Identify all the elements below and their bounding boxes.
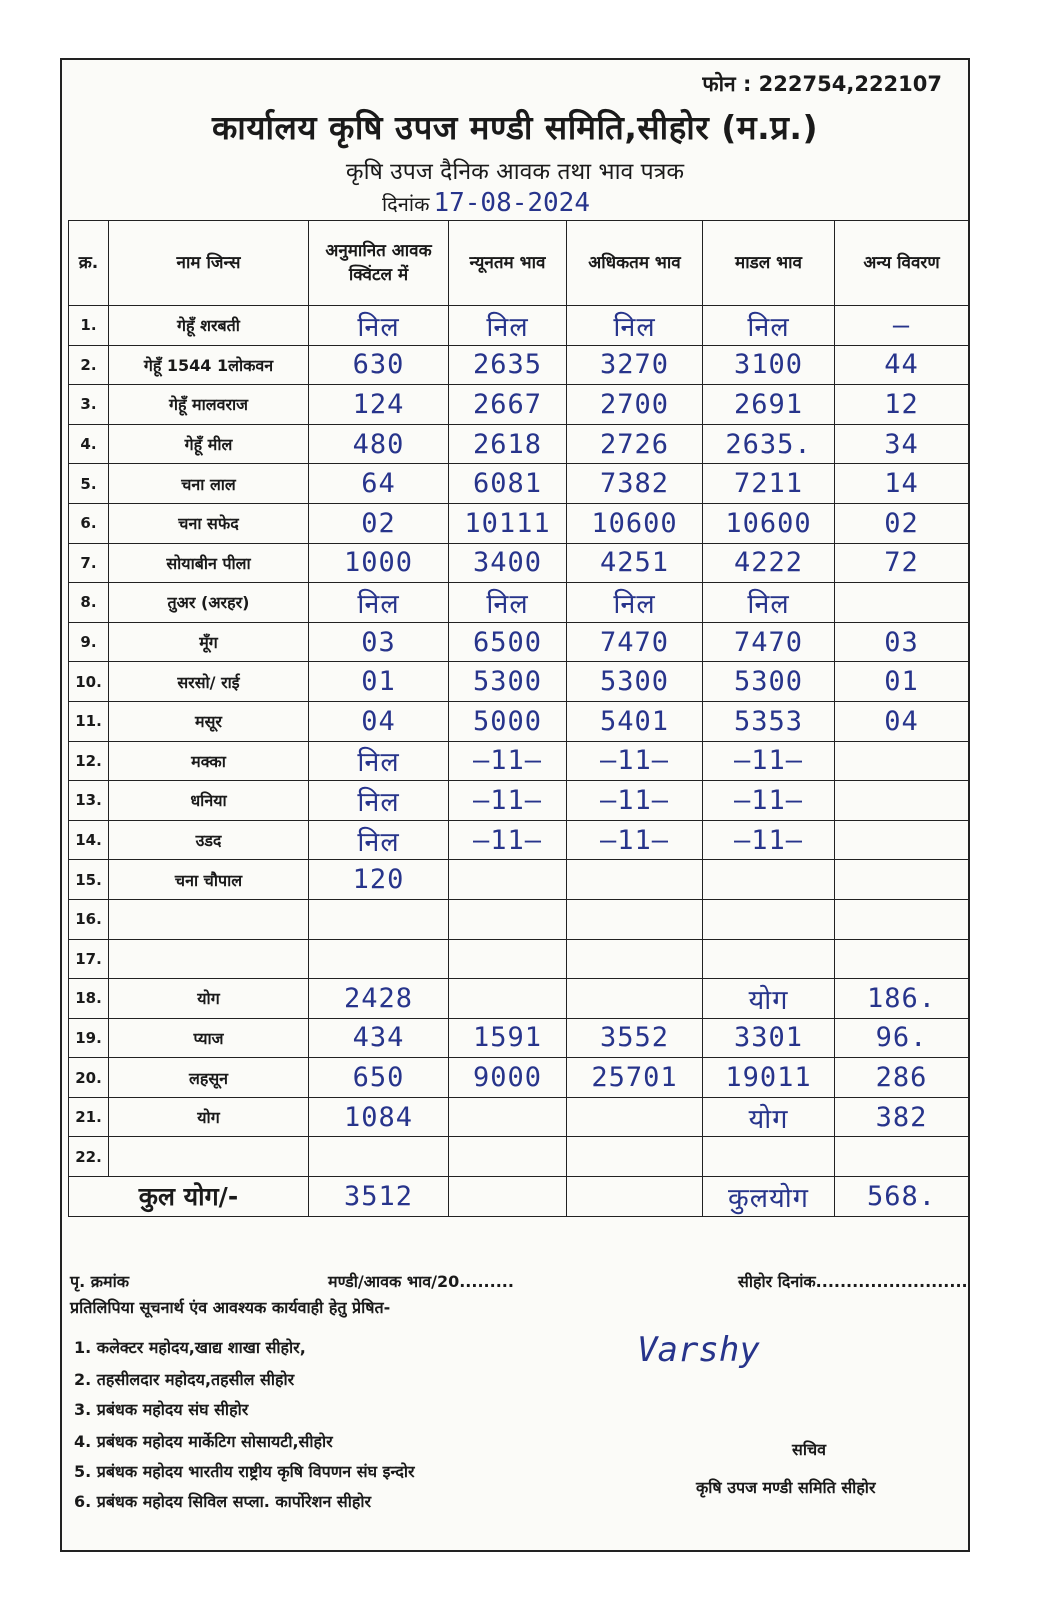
table-row <box>69 1137 969 1177</box>
price-sheet <box>60 58 970 1552</box>
table-row <box>69 503 969 543</box>
table-row <box>69 939 969 979</box>
cell-min: 6500 <box>449 622 567 662</box>
cell-arrival: 01 <box>309 662 449 702</box>
table-row <box>69 860 969 900</box>
cell-name: गेहूँ शरबती <box>109 306 309 346</box>
cell-sn: 15. <box>69 860 109 900</box>
cell-min <box>449 1137 567 1177</box>
cell-other <box>835 741 969 781</box>
cell-max: 3270 <box>567 345 703 385</box>
recipient-3: 3. प्रबंधक महोदय संघ सीहोर <box>74 1400 249 1419</box>
recipient-1: 1. कलेक्टर महोदय,खाद्य शाखा सीहोर, <box>74 1338 306 1357</box>
cell-min: 1591 <box>449 1018 567 1058</box>
cell-min: निल <box>449 306 567 346</box>
cell-arrival: 630 <box>309 345 449 385</box>
cell-arrival: 124 <box>309 385 449 425</box>
cell-max: 2726 <box>567 424 703 464</box>
cell-min: 2635 <box>449 345 567 385</box>
recipient-4: 4. प्रबंधक महोदय मार्केटिग सोसायटी,सीहोर <box>74 1432 333 1451</box>
cell-modal: 7470 <box>703 622 835 662</box>
cell-name: मक्का <box>109 741 309 781</box>
cell-max: 3552 <box>567 1018 703 1058</box>
cell-sn: 6. <box>69 503 109 543</box>
cell-other <box>835 583 969 623</box>
cell-arrival: 1084 <box>309 1097 449 1137</box>
cell-modal <box>703 939 835 979</box>
cell-max <box>567 1097 703 1137</box>
cell-modal: —11— <box>703 781 835 821</box>
table-row <box>69 979 969 1019</box>
cell-arrival: 480 <box>309 424 449 464</box>
phone-number: फोन : 222754,222107 <box>702 72 942 96</box>
secretary-org: कृषि उपज मण्डी समिति सीहोर <box>696 1478 876 1497</box>
col-modal-price: माडल भाव <box>703 221 835 306</box>
cell-max: 25701 <box>567 1058 703 1098</box>
cell-max <box>567 1137 703 1177</box>
cell-sn: 19. <box>69 1018 109 1058</box>
cell-name: सरसो/ राई <box>109 662 309 702</box>
cell-arrival: निल <box>309 781 449 821</box>
recipient-5: 5. प्रबंधक महोदय भारतीय राष्ट्रीय कृषि विपणन संघ इन्दोर <box>74 1462 415 1481</box>
table-row <box>69 899 969 939</box>
total-arrival: 3512 <box>309 1177 449 1217</box>
cell-name: सोयाबीन पीला <box>109 543 309 583</box>
cell-modal: निल <box>703 583 835 623</box>
cell-sn: 14. <box>69 820 109 860</box>
table-row <box>69 306 969 346</box>
date-value: 17-08-2024 <box>433 188 590 218</box>
cell-other: 44 <box>835 345 969 385</box>
cell-sn: 8. <box>69 583 109 623</box>
secretary-title: सचिव <box>792 1440 827 1459</box>
cell-min <box>449 899 567 939</box>
cell-min: 9000 <box>449 1058 567 1098</box>
cell-name: मसूर <box>109 701 309 741</box>
table-body <box>69 306 969 1217</box>
cell-sn: 2. <box>69 345 109 385</box>
cell-min <box>449 939 567 979</box>
col-other: अन्य विवरण <box>835 221 969 306</box>
cell-min: 2667 <box>449 385 567 425</box>
cell-sn: 12. <box>69 741 109 781</box>
cell-name: गेहूँ 1544 1लोकवन <box>109 345 309 385</box>
table-row <box>69 1097 969 1137</box>
cell-name: प्याज <box>109 1018 309 1058</box>
date-row <box>382 188 590 218</box>
cell-sn: 9. <box>69 622 109 662</box>
cell-other <box>835 781 969 821</box>
table-row <box>69 701 969 741</box>
cell-sn: 5. <box>69 464 109 504</box>
cell-other: 96. <box>835 1018 969 1058</box>
sheet-subtitle: कृषि उपज दैनिक आवक तथा भाव पत्रक <box>345 159 685 185</box>
cell-other: — <box>835 306 969 346</box>
cell-modal: —11— <box>703 820 835 860</box>
cell-other: 286 <box>835 1058 969 1098</box>
cell-modal: —11— <box>703 741 835 781</box>
cell-min: 10111 <box>449 503 567 543</box>
cell-name: तुअर (अरहर) <box>109 583 309 623</box>
cell-other <box>835 820 969 860</box>
cell-modal: योग <box>703 1097 835 1137</box>
cell-name <box>109 1137 309 1177</box>
col-commodity: नाम जिन्स <box>109 221 309 306</box>
ref-label: पृ. क्रमांक <box>70 1272 130 1291</box>
cell-modal: 5353 <box>703 701 835 741</box>
cell-name: गेहूँ मील <box>109 424 309 464</box>
cell-max <box>567 860 703 900</box>
ref-mid: मण्डी/आवक भाव/20......... <box>328 1272 514 1291</box>
cell-arrival <box>309 939 449 979</box>
total-other: 568. <box>835 1177 969 1217</box>
cell-modal: 19011 <box>703 1058 835 1098</box>
cell-sn: 11. <box>69 701 109 741</box>
cell-min: 3400 <box>449 543 567 583</box>
cell-modal: 2635. <box>703 424 835 464</box>
cell-max <box>567 939 703 979</box>
table-row <box>69 1018 969 1058</box>
cell-arrival: निल <box>309 583 449 623</box>
cell-modal <box>703 899 835 939</box>
col-serial: क्र. <box>69 221 109 306</box>
table-row <box>69 385 969 425</box>
cell-other: 186. <box>835 979 969 1019</box>
cell-name: चना लाल <box>109 464 309 504</box>
cell-sn: 18. <box>69 979 109 1019</box>
cell-modal: 2691 <box>703 385 835 425</box>
cell-arrival: 650 <box>309 1058 449 1098</box>
cell-min: 2618 <box>449 424 567 464</box>
cell-arrival: निल <box>309 820 449 860</box>
cell-modal: 3301 <box>703 1018 835 1058</box>
cell-modal: 10600 <box>703 503 835 543</box>
table-row <box>69 741 969 781</box>
cell-other <box>835 899 969 939</box>
cell-max: —11— <box>567 741 703 781</box>
cell-other: 14 <box>835 464 969 504</box>
cell-other: 72 <box>835 543 969 583</box>
cell-other: 02 <box>835 503 969 543</box>
cell-other: 382 <box>835 1097 969 1137</box>
cell-arrival: 1000 <box>309 543 449 583</box>
table-row <box>69 583 969 623</box>
cell-modal <box>703 860 835 900</box>
cell-max: 5401 <box>567 701 703 741</box>
table-row <box>69 424 969 464</box>
cell-min <box>449 860 567 900</box>
cell-arrival: 434 <box>309 1018 449 1058</box>
cell-modal: 3100 <box>703 345 835 385</box>
cell-min: 6081 <box>449 464 567 504</box>
table-row <box>69 543 969 583</box>
recipient-2: 2. तहसीलदार महोदय,तहसील सीहोर <box>74 1370 295 1389</box>
table-row <box>69 781 969 821</box>
cell-other: 04 <box>835 701 969 741</box>
cell-name: लहसून <box>109 1058 309 1098</box>
cell-min: 5300 <box>449 662 567 702</box>
cell-sn: 13. <box>69 781 109 821</box>
cell-max: —11— <box>567 781 703 821</box>
total-label: कुल योग/- <box>69 1177 309 1217</box>
table-row <box>69 1058 969 1098</box>
total-modal: कुलयोग <box>703 1177 835 1217</box>
cell-name: चना चौपाल <box>109 860 309 900</box>
recipient-6: 6. प्रबंधक महोदय सिविल सप्ला. कार्पोरेशन सीहोर <box>74 1492 372 1511</box>
table-row <box>69 345 969 385</box>
copy-note: प्रतिलिपिया सूचनार्थ एंव आवश्यक कार्यवाही हेतु प्रेषित- <box>70 1298 391 1317</box>
cell-arrival: 03 <box>309 622 449 662</box>
cell-min: —11— <box>449 781 567 821</box>
commodity-table <box>68 220 969 1217</box>
cell-other: 01 <box>835 662 969 702</box>
cell-max: 7382 <box>567 464 703 504</box>
cell-sn: 1. <box>69 306 109 346</box>
total-max <box>567 1177 703 1217</box>
cell-sn: 21. <box>69 1097 109 1137</box>
table-row <box>69 622 969 662</box>
cell-modal <box>703 1137 835 1177</box>
cell-other: 12 <box>835 385 969 425</box>
cell-max: 2700 <box>567 385 703 425</box>
cell-arrival: 64 <box>309 464 449 504</box>
cell-name <box>109 899 309 939</box>
cell-arrival: 02 <box>309 503 449 543</box>
cell-min <box>449 979 567 1019</box>
cell-arrival <box>309 899 449 939</box>
cell-name: उडद <box>109 820 309 860</box>
col-max-price: अधिकतम भाव <box>567 221 703 306</box>
col-arrival: अनुमानित आवक क्विंटल में <box>309 221 449 306</box>
cell-min: 5000 <box>449 701 567 741</box>
cell-name <box>109 939 309 979</box>
cell-sn: 17. <box>69 939 109 979</box>
cell-arrival: 04 <box>309 701 449 741</box>
cell-max <box>567 979 703 1019</box>
total-min <box>449 1177 567 1217</box>
cell-max: 5300 <box>567 662 703 702</box>
cell-name: गेहूँ मालवराज <box>109 385 309 425</box>
cell-sn: 4. <box>69 424 109 464</box>
cell-name: चना सफेद <box>109 503 309 543</box>
table-row <box>69 662 969 702</box>
ref-date: सीहोर दिनांक......................... <box>738 1272 968 1291</box>
cell-max: —11— <box>567 820 703 860</box>
cell-sn: 10. <box>69 662 109 702</box>
cell-sn: 7. <box>69 543 109 583</box>
cell-sn: 22. <box>69 1137 109 1177</box>
total-row <box>69 1177 969 1217</box>
cell-other <box>835 860 969 900</box>
cell-max: निल <box>567 306 703 346</box>
table-row <box>69 820 969 860</box>
cell-arrival: निल <box>309 741 449 781</box>
cell-min: निल <box>449 583 567 623</box>
cell-max: 4251 <box>567 543 703 583</box>
cell-name: योग <box>109 979 309 1019</box>
cell-name: मूँग <box>109 622 309 662</box>
cell-other <box>835 1137 969 1177</box>
signature: Varshy <box>637 1330 760 1370</box>
cell-max: निल <box>567 583 703 623</box>
date-label: दिनांक <box>382 192 430 216</box>
cell-max: 10600 <box>567 503 703 543</box>
cell-modal: 4222 <box>703 543 835 583</box>
cell-arrival: निल <box>309 306 449 346</box>
cell-arrival: 2428 <box>309 979 449 1019</box>
cell-arrival <box>309 1137 449 1177</box>
table-row <box>69 464 969 504</box>
cell-modal: निल <box>703 306 835 346</box>
cell-other: 03 <box>835 622 969 662</box>
cell-modal: 5300 <box>703 662 835 702</box>
office-title: कार्यालय कृषि उपज मण्डी समिति,सीहोर (म.प्र.) <box>211 108 819 147</box>
cell-other <box>835 939 969 979</box>
cell-sn: 3. <box>69 385 109 425</box>
cell-modal: 7211 <box>703 464 835 504</box>
cell-other: 34 <box>835 424 969 464</box>
cell-min <box>449 1097 567 1137</box>
cell-max: 7470 <box>567 622 703 662</box>
cell-sn: 20. <box>69 1058 109 1098</box>
col-min-price: न्यूनतम भाव <box>449 221 567 306</box>
cell-name: धनिया <box>109 781 309 821</box>
cell-arrival: 120 <box>309 860 449 900</box>
cell-max <box>567 899 703 939</box>
cell-name: योग <box>109 1097 309 1137</box>
cell-sn: 16. <box>69 899 109 939</box>
cell-min: —11— <box>449 741 567 781</box>
cell-modal: योग <box>703 979 835 1019</box>
table-header-row <box>69 221 969 306</box>
cell-min: —11— <box>449 820 567 860</box>
